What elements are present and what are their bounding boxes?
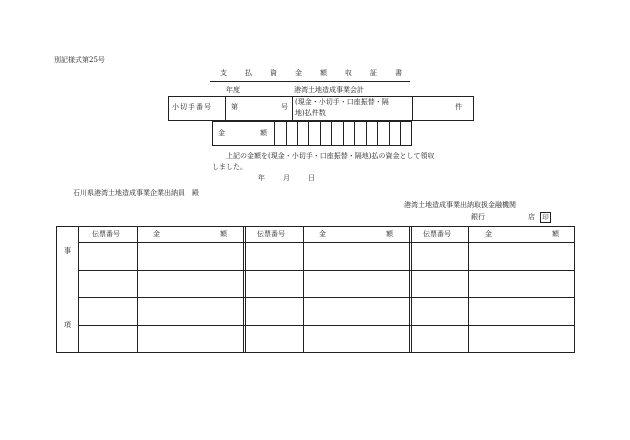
amount-header-char: 金	[153, 230, 160, 238]
title-char: 金	[295, 69, 302, 77]
date-month-label: 月	[283, 174, 290, 182]
amount-header-char: 金	[485, 230, 492, 238]
title-char: 資	[270, 69, 277, 77]
account-name: 港湾土地造成事業会計	[294, 86, 364, 94]
bank-title: 港湾土地造成事業出納取扱金融機関	[404, 201, 516, 209]
ken-label: 件	[455, 103, 462, 111]
voucher-number-header: 伝票番号	[423, 230, 451, 238]
amount-row	[212, 121, 412, 146]
amount-header-char: 額	[386, 230, 393, 238]
document-title	[210, 70, 410, 81]
amount-label-char: 額	[260, 129, 267, 137]
title-char: 収	[345, 69, 352, 77]
addressee: 石川県港湾土地造成事業企業出納員 殿	[73, 189, 199, 197]
voucher-number-header: 伝票番号	[257, 230, 285, 238]
bank-label: 銀行	[471, 213, 485, 221]
voucher-table	[56, 226, 575, 353]
amount-header-char: 金	[319, 230, 326, 238]
date-day-label: 日	[308, 174, 315, 182]
amount-label-char: 金	[218, 129, 225, 137]
method-label-line1: (現金・小切手・口座振替・隔	[295, 98, 389, 106]
fiscal-year-label: 年度	[226, 86, 240, 94]
title-char: 額	[320, 69, 327, 77]
side-label-top: 事	[64, 247, 71, 255]
date-year-label: 年	[258, 174, 265, 182]
amount-header-char: 額	[220, 230, 227, 238]
receipt-text-line2: しました。	[212, 163, 247, 171]
branch-label: 店	[528, 213, 535, 221]
side-label-bottom: 項	[64, 321, 71, 329]
title-char: 払	[245, 69, 252, 77]
go-label: 号	[281, 103, 288, 111]
voucher-number-header: 伝票番号	[92, 230, 120, 238]
title-char: 書	[395, 69, 402, 77]
title-char: 証	[370, 69, 377, 77]
seal-mark: 印	[540, 212, 551, 223]
title-char: 支	[220, 69, 227, 77]
dai-label: 第	[231, 103, 238, 111]
title-underline	[210, 81, 410, 82]
method-label-line2: 地)払件数	[295, 109, 326, 117]
check-number-label: 小切手番号	[172, 103, 212, 111]
form-number: 別記様式第25号	[54, 56, 105, 64]
receipt-text-line1: 上記の金額を(現金・小切手・口座振替・隔地)払の資金として領収	[226, 152, 435, 160]
amount-header-char: 額	[552, 230, 559, 238]
